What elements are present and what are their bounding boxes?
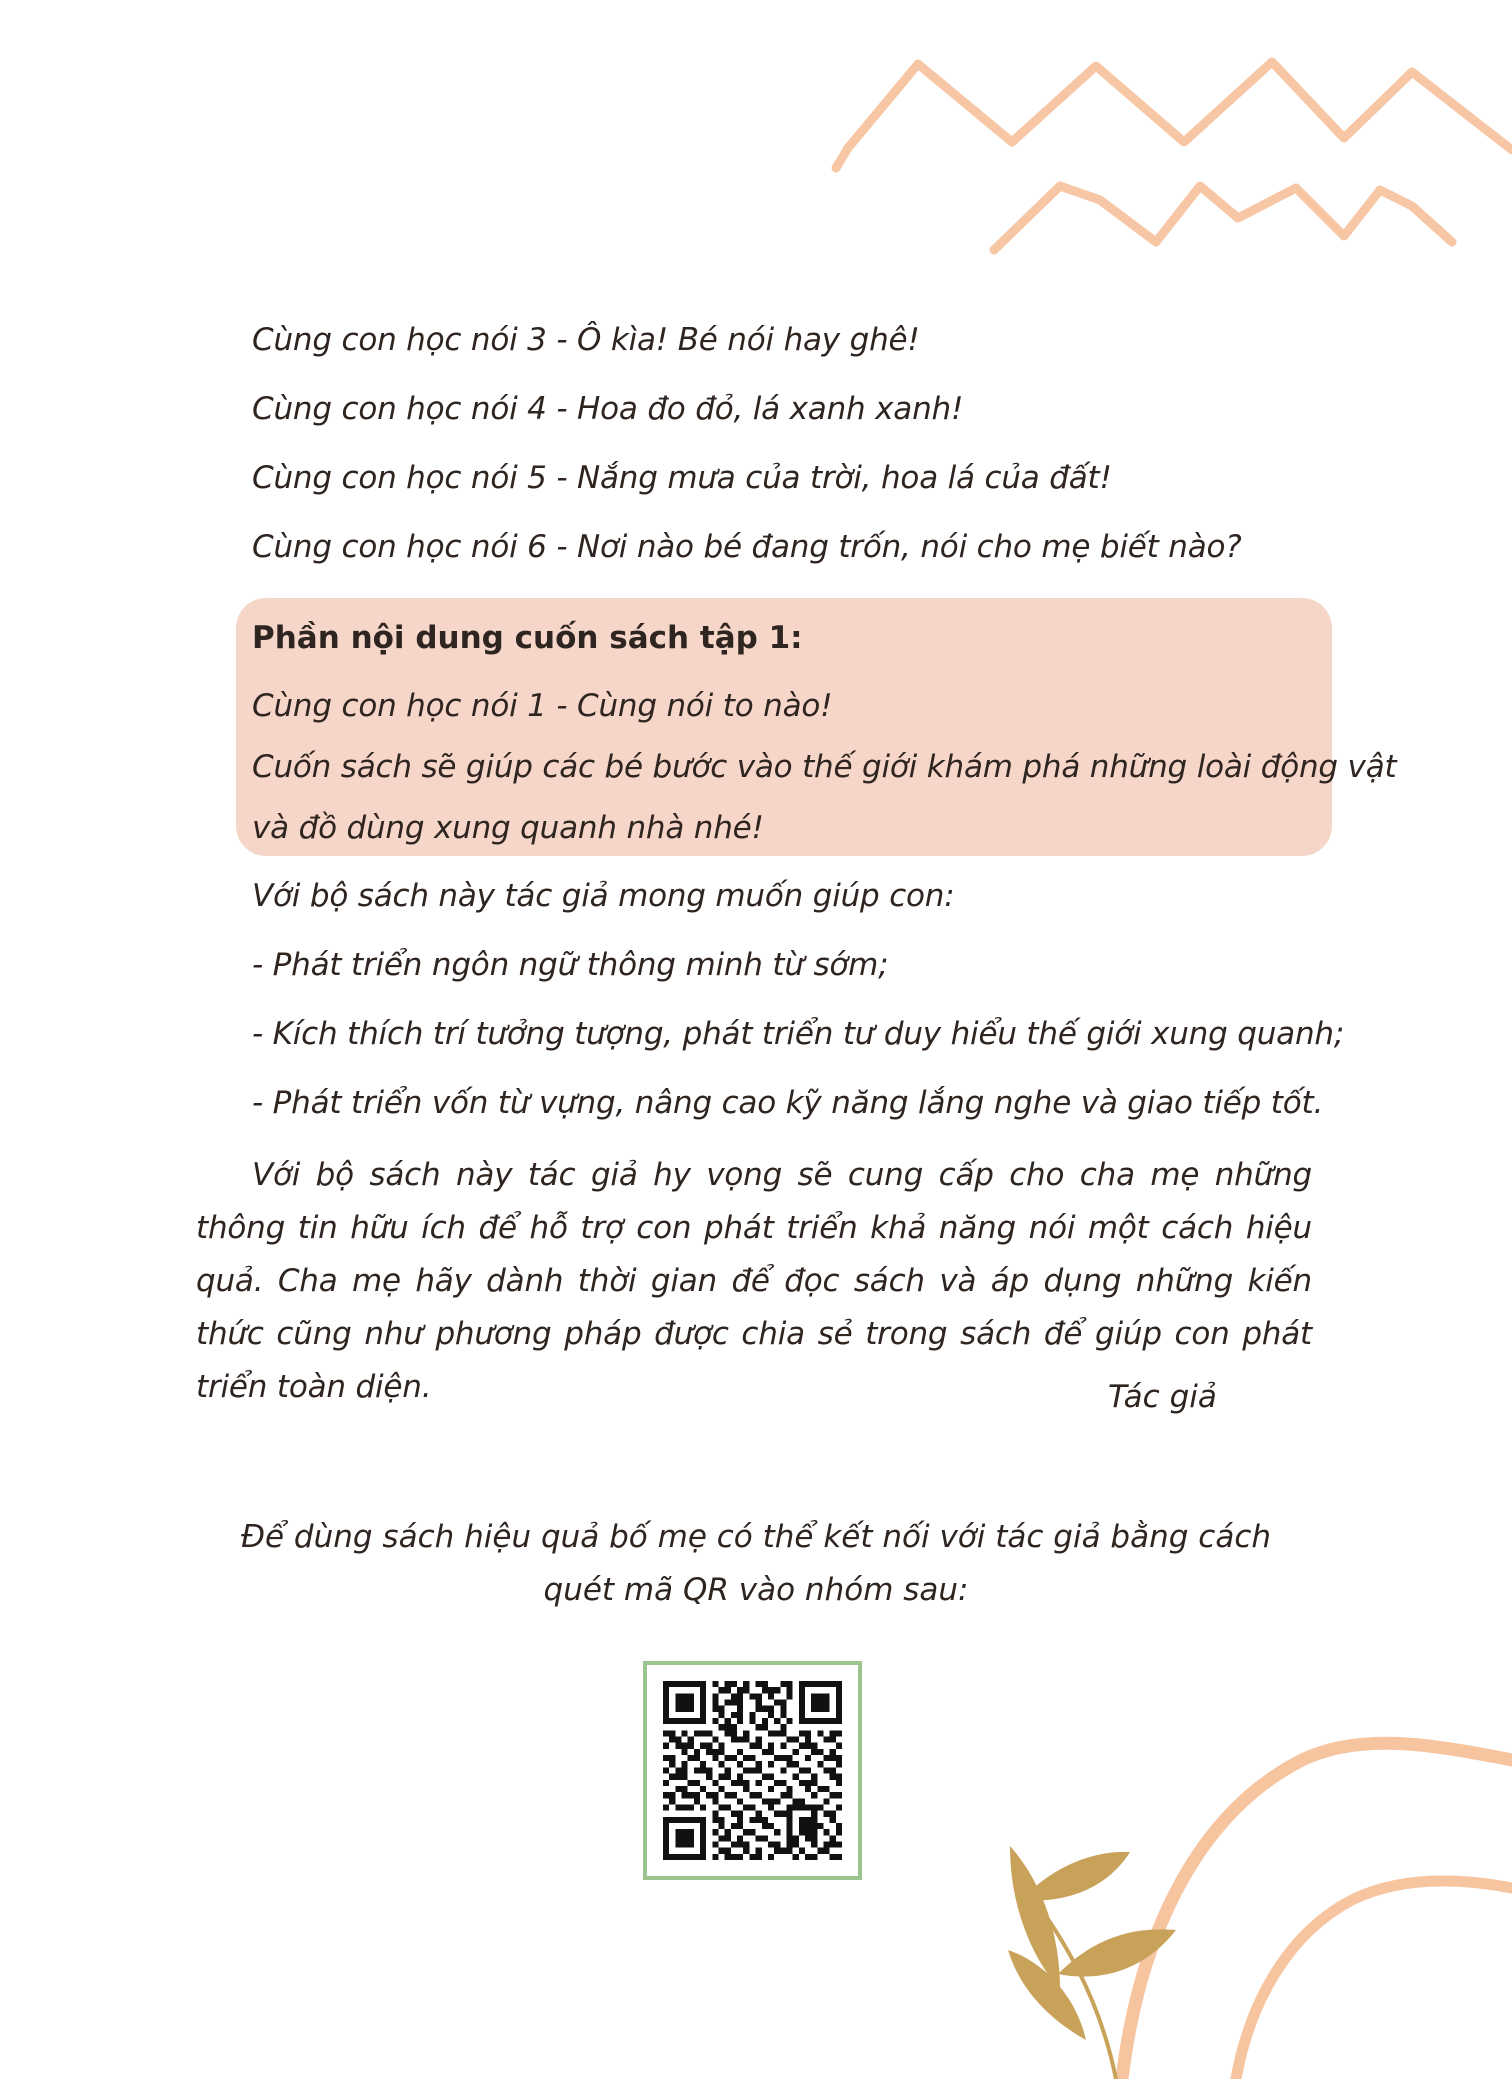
arc-decoration: [1122, 1743, 1512, 2079]
arc-inner: [1236, 1881, 1512, 2079]
leaf-2: [1058, 1929, 1176, 1976]
zigzag-line-upper: [836, 62, 1512, 168]
author-signature: Tác giả: [1108, 1379, 1217, 1415]
series-item-3: Cùng con học nói 3 - Ô kìa! Bé nói hay ghê!: [252, 322, 920, 358]
zigzag-decoration: [836, 62, 1512, 250]
series-item-6: Cùng con học nói 6 - Nơi nào bé đang trốn, nói cho mẹ biết nào?: [252, 529, 1242, 565]
leaf-decoration: [1008, 1846, 1176, 2079]
volume-description-line-1: Cuốn sách sẽ giúp các bé bước vào thế giới khám phá những loài động vật: [252, 749, 1397, 785]
qr-note-line-2: quét mã QR vào nhóm sau:: [543, 1572, 969, 1608]
arc-outer: [1122, 1743, 1512, 2079]
qr-code-frame[interactable]: [643, 1661, 862, 1880]
goal-item-2: - Kích thích trí tưởng tượng, phát triển tư duy hiểu thế giới xung quanh;: [252, 1016, 1345, 1052]
goal-item-3: - Phát triển vốn từ vựng, nâng cao kỹ năng lắng nghe và giao tiếp tốt.: [252, 1085, 1324, 1121]
leaf-3: [1022, 1852, 1130, 1901]
volume-box-title: Phần nội dung cuốn sách tập 1:: [252, 620, 803, 656]
series-item-4: Cùng con học nói 4 - Hoa đo đỏ, lá xanh xanh!: [252, 391, 964, 427]
goals-intro: Với bộ sách này tác giả mong muốn giúp con:: [252, 878, 955, 914]
goal-item-1: - Phát triển ngôn ngữ thông minh từ sớm;: [252, 947, 889, 983]
volume-book-name: Cùng con học nói 1 - Cùng nói to nào!: [252, 688, 833, 724]
qr-finder-top-left: [663, 1681, 706, 1724]
qr-note: [200, 1511, 1312, 1617]
leaf-stem: [1020, 1880, 1116, 2079]
zigzag-line-lower: [994, 186, 1452, 250]
qr-note-line-1: Để dùng sách hiệu quả bố mẹ có thể kết nối với tác giả bằng cách: [240, 1519, 1272, 1555]
volume-description-line-2: và đồ dùng xung quanh nhà nhé!: [252, 810, 764, 846]
closing-paragraph: Với bộ sách này tác giả hy vọng sẽ cung cấp cho cha mẹ những thông tin hữu ích để hỗ trợ con phát triển khả năng nói một cách hiệu quả. Cha mẹ hãy dành thời gian để đọc sách và áp dụng những kiến thức cũng như phương pháp được chia sẻ trong sách để giúp con phát triển toàn diện.: [196, 1157, 1312, 1405]
qr-code-icon: [663, 1681, 842, 1860]
qr-finder-top-right: [799, 1681, 842, 1724]
series-item-5: Cùng con học nói 5 - Nắng mưa của trời, hoa lá của đất!: [252, 460, 1112, 496]
qr-finder-bottom-left: [663, 1817, 706, 1860]
leaf-1: [1010, 1846, 1060, 1990]
leaf-4: [1008, 1950, 1086, 2040]
